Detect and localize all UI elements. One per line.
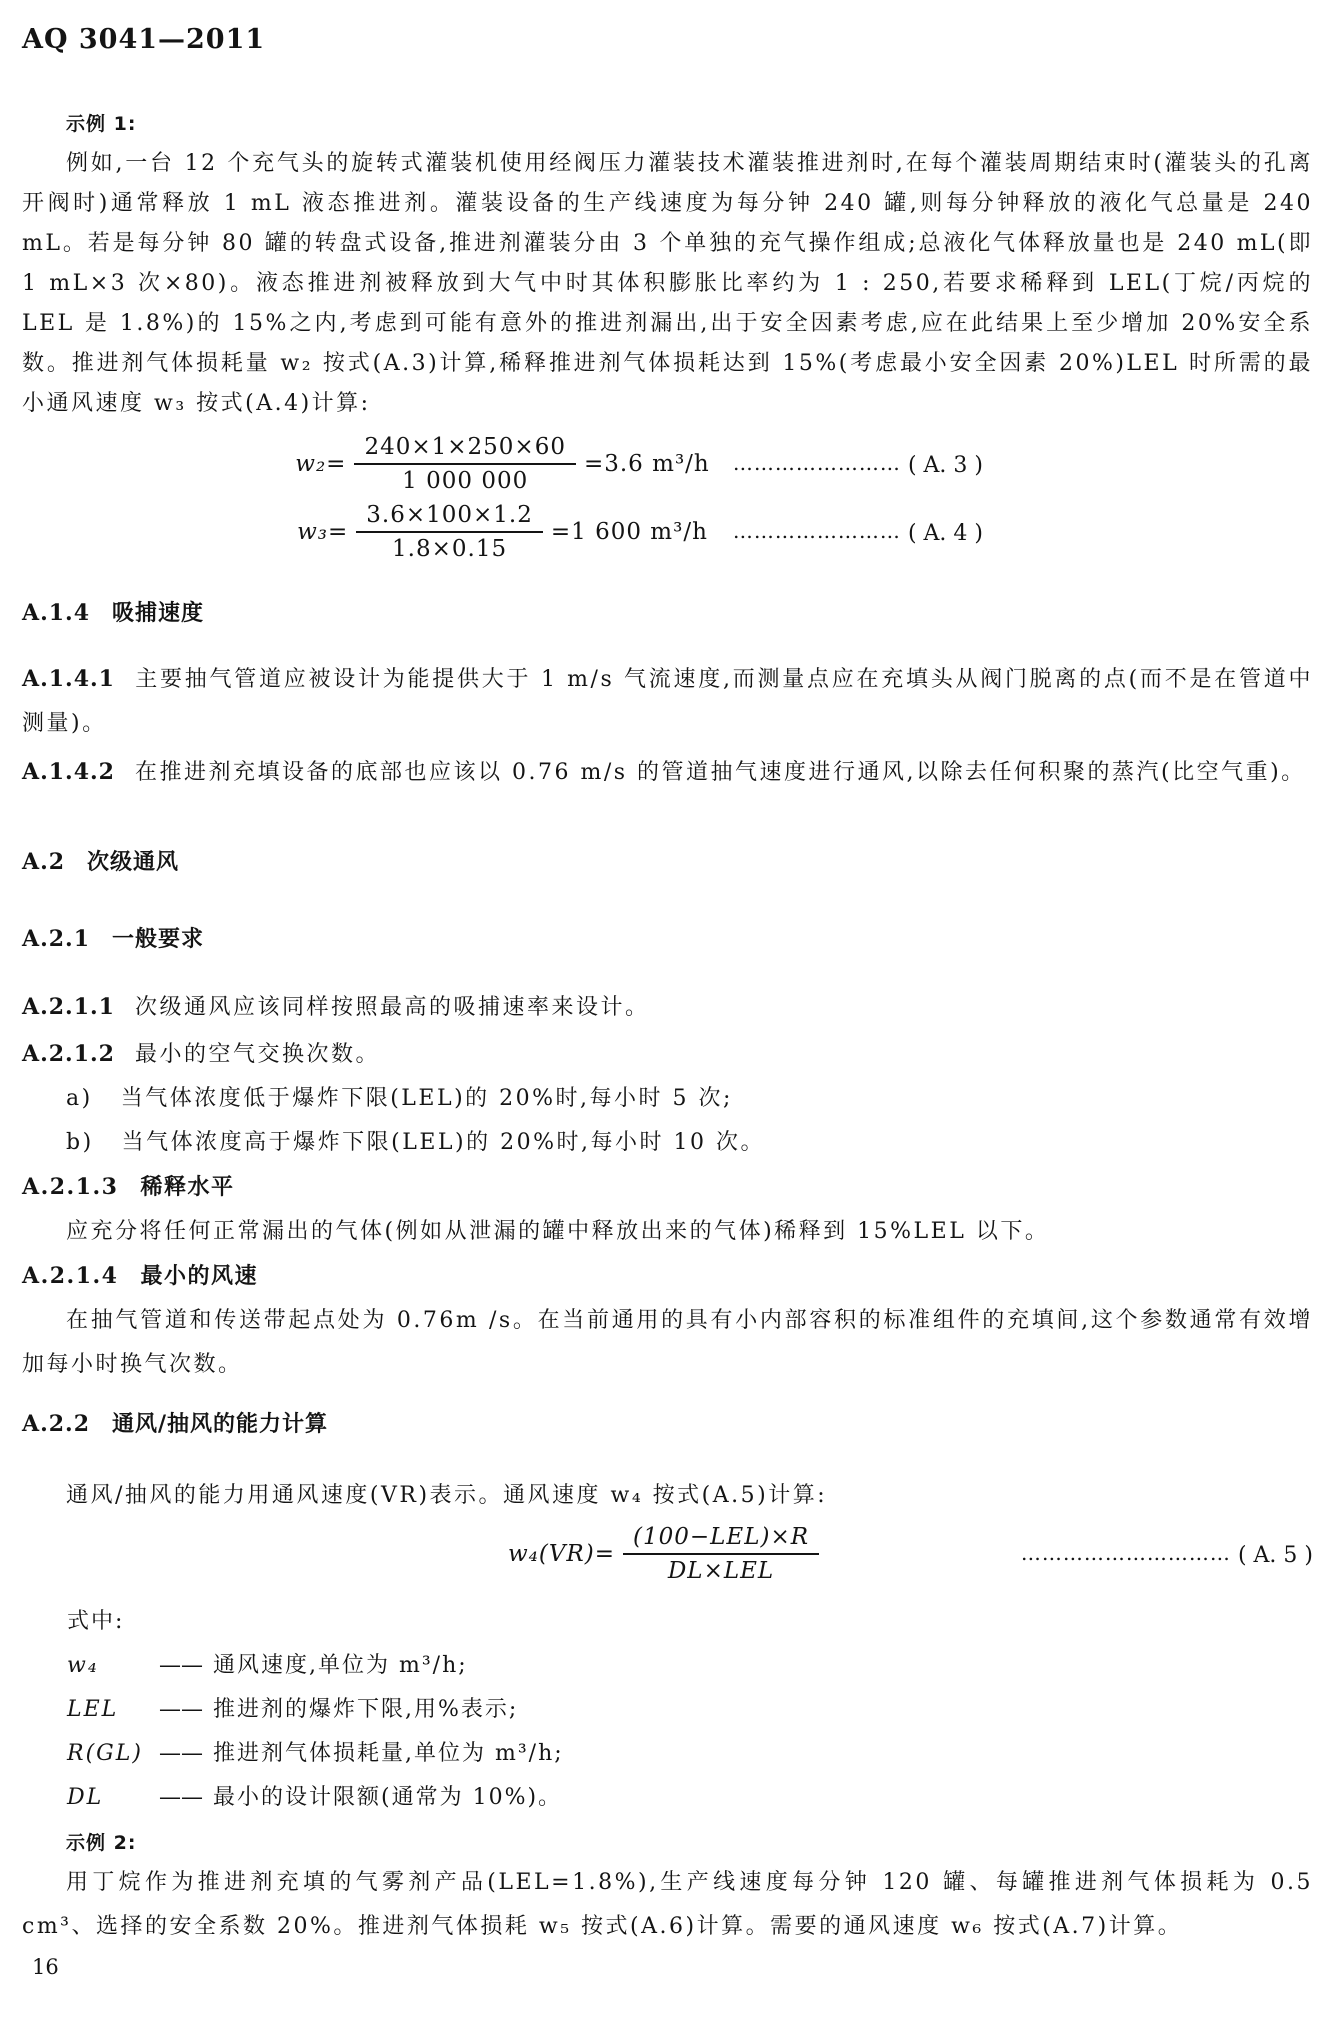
clause-a212: [22, 1032, 1313, 1077]
fraction: [623, 1524, 819, 1584]
where-item-rgl: [67, 1732, 1313, 1776]
paragraph-a214: 在抽气管道和传送带起点处为 0.76m /s。在当前通用的具有小内部容积的标准组件的充填间,这个参数通常有效增加每小时换气次数。: [22, 1308, 1313, 1377]
clause-text: 次级通风应该同样按照最高的吸捕速率来设计。: [134, 995, 650, 1020]
section-heading-a21: [22, 924, 1313, 955]
section-number: A.2.1.3: [22, 1174, 119, 1200]
equation-result: =1 600 m³/h: [550, 519, 708, 545]
where-item-dl: [67, 1776, 1313, 1820]
where-desc: 最小的设计限额(通常为 10%)。: [213, 1785, 563, 1810]
fraction-denominator: DL×LEL: [667, 1558, 775, 1584]
section-heading-a2: [22, 847, 1313, 878]
section-title: 吸捕速度: [112, 601, 205, 626]
section-heading-a213: [22, 1165, 1313, 1210]
equation-lhs: w₂=: [295, 451, 347, 477]
example1-body: 例如,一台 12 个充气头的旋转式灌装机使用经阀压力灌装技术灌装推进剂时,在每个灌装周期结束时(灌装头的孔离开阀时)通常释放 1 mL 液态推进剂。灌装设备的生产线速度为每分钟 240 罐,则每分钟释放的液化气总量是 240 mL。若是每分钟 80 罐的转盘式设备,推进剂灌装分由 3 个单独的充气操作组成;总液化气体释放量也是 240 mL(即 1 mL×3 次×80)。液态推进剂被释放到大气中时其体积膨胀比率约为 1 : 250,若要求稀释到 LEL(丁烷/丙烷的 LEL 是 1.8%)的 15%之内,考虑到可能有意外的推进剂漏出,出于安全因素考虑,应在此结果上至少增加 20%安全系数。推进剂气体损耗量 w₂ 按式(A.3)计算,稀释推进剂气体损耗达到 15%(考虑最小安全因素 20%)LEL 时所需的最小通风速度 w₃ 按式(A.4)计算:: [22, 151, 1313, 416]
where-item-lel: [67, 1688, 1313, 1732]
section-title: 通风/抽风的能力计算: [112, 1412, 329, 1437]
clause-a142: [22, 750, 1313, 795]
clause-number: A.1.4.2: [22, 759, 115, 785]
dotted-leader: …………………………: [1020, 1540, 1231, 1565]
example2-label: 示例 2:: [66, 1832, 137, 1854]
where-term: w₄: [67, 1653, 99, 1678]
dotted-leader: ……………………: [732, 450, 901, 475]
example1-label: 示例 1:: [66, 113, 137, 135]
equation-tag: ( A. 4 ): [907, 520, 983, 546]
fraction: [356, 502, 543, 562]
where-term: R(GL): [67, 1741, 143, 1766]
page-number: 16: [32, 1955, 59, 1979]
section-title: 次级通风: [87, 850, 180, 875]
fraction-numerator: 3.6×100×1.2: [356, 502, 543, 533]
equation-result: =3.6 m³/h: [583, 451, 710, 477]
where-term: LEL: [67, 1697, 119, 1722]
list-item-text: 当气体浓度高于爆炸下限(LEL)的 20%时,每小时 10 次。: [121, 1130, 765, 1155]
where-dash: ——: [159, 1697, 203, 1722]
clause-text: 主要抽气管道应被设计为能提供大于 1 m/s 气流速度,而测量点应在充填头从阀门脱离的点(而不是在管道中测量)。: [22, 667, 1313, 736]
clause-text: 最小的空气交换次数。: [134, 1042, 380, 1067]
formula-a5: [22, 1524, 1313, 1584]
section-number: A.1.4: [22, 600, 91, 626]
paragraph-a22-intro: 通风/抽风的能力用通风速度(VR)表示。通风速度 w₄ 按式(A.5)计算:: [66, 1483, 828, 1508]
list-item-a: [66, 1077, 1313, 1121]
clause-number: A.2.1.1: [22, 994, 115, 1020]
fraction-denominator: 1 000 000: [402, 468, 529, 494]
paragraph-a213: 应充分将任何正常漏出的气体(例如从泄漏的罐中释放出来的气体)稀释到 15%LEL 以下。: [66, 1219, 1050, 1244]
equation-a4: [297, 502, 708, 562]
equation-lhs: w₃=: [297, 519, 349, 545]
section-title: 一般要求: [112, 927, 205, 952]
section-number: A.2.2: [22, 1411, 91, 1437]
clause-a141: [22, 657, 1313, 746]
section-heading-a214: [22, 1254, 1313, 1299]
equation-a5: [508, 1524, 827, 1584]
section-number: A.2.1.4: [22, 1263, 119, 1289]
where-label: 式中:: [67, 1609, 125, 1634]
section-number: A.2.1: [22, 926, 91, 952]
fraction-numerator: 240×1×250×60: [354, 434, 576, 465]
where-desc: 推进剂的爆炸下限,用%表示;: [213, 1697, 519, 1722]
clause-number: A.2.1.2: [22, 1041, 115, 1067]
formula-a4: [22, 502, 983, 562]
section-title: 最小的风速: [140, 1264, 258, 1289]
list-item-text: 当气体浓度低于爆炸下限(LEL)的 20%时,每小时 5 次;: [120, 1086, 733, 1111]
section-title: 稀释水平: [140, 1175, 235, 1200]
equation-tag: ( A. 5 ): [1237, 1542, 1313, 1568]
fraction-denominator: 1.8×0.15: [392, 536, 508, 562]
dotted-leader: ……………………: [732, 518, 901, 543]
where-item-w4: [67, 1644, 1313, 1688]
list-item-b: [66, 1121, 1313, 1165]
where-dash: ——: [159, 1653, 203, 1678]
fraction: [354, 434, 576, 494]
doc-code-header: AQ 3041—2011: [22, 24, 266, 55]
clause-number: A.1.4.1: [22, 666, 115, 692]
where-dash: ——: [159, 1785, 203, 1810]
fraction-numerator: (100−LEL)×R: [623, 1524, 819, 1555]
formula-a3: [22, 434, 983, 494]
list-item-label: a): [66, 1086, 93, 1111]
list-item-label: b): [66, 1130, 94, 1155]
clause-a211: [22, 985, 1313, 1030]
example2-body: 用丁烷作为推进剂充填的气雾剂产品(LEL=1.8%),生产线速度每分钟 120 罐、每罐推进剂气体损耗为 0.5 cm³、选择的安全系数 20%。推进剂气体损耗 w₅ 按式(A.6)计算。需要的通风速度 w₆ 按式(A.7)计算。: [22, 1870, 1313, 1939]
clause-text: 在推进剂充填设备的底部也应该以 0.76 m/s 的管道抽气速度进行通风,以除去任何积聚的蒸汽(比空气重)。: [134, 760, 1306, 785]
where-desc: 推进剂气体损耗量,单位为 m³/h;: [213, 1741, 564, 1766]
section-heading-a22: [22, 1409, 1313, 1440]
where-dash: ——: [159, 1741, 203, 1766]
where-desc: 通风速度,单位为 m³/h;: [213, 1653, 468, 1678]
section-number: A.2: [22, 849, 66, 875]
section-heading-a14: [22, 598, 1313, 629]
equation-lhs: w₄(VR)=: [507, 1541, 615, 1567]
equation-a3: [295, 434, 709, 494]
where-term: DL: [67, 1785, 104, 1810]
equation-tag: ( A. 3 ): [907, 452, 983, 478]
